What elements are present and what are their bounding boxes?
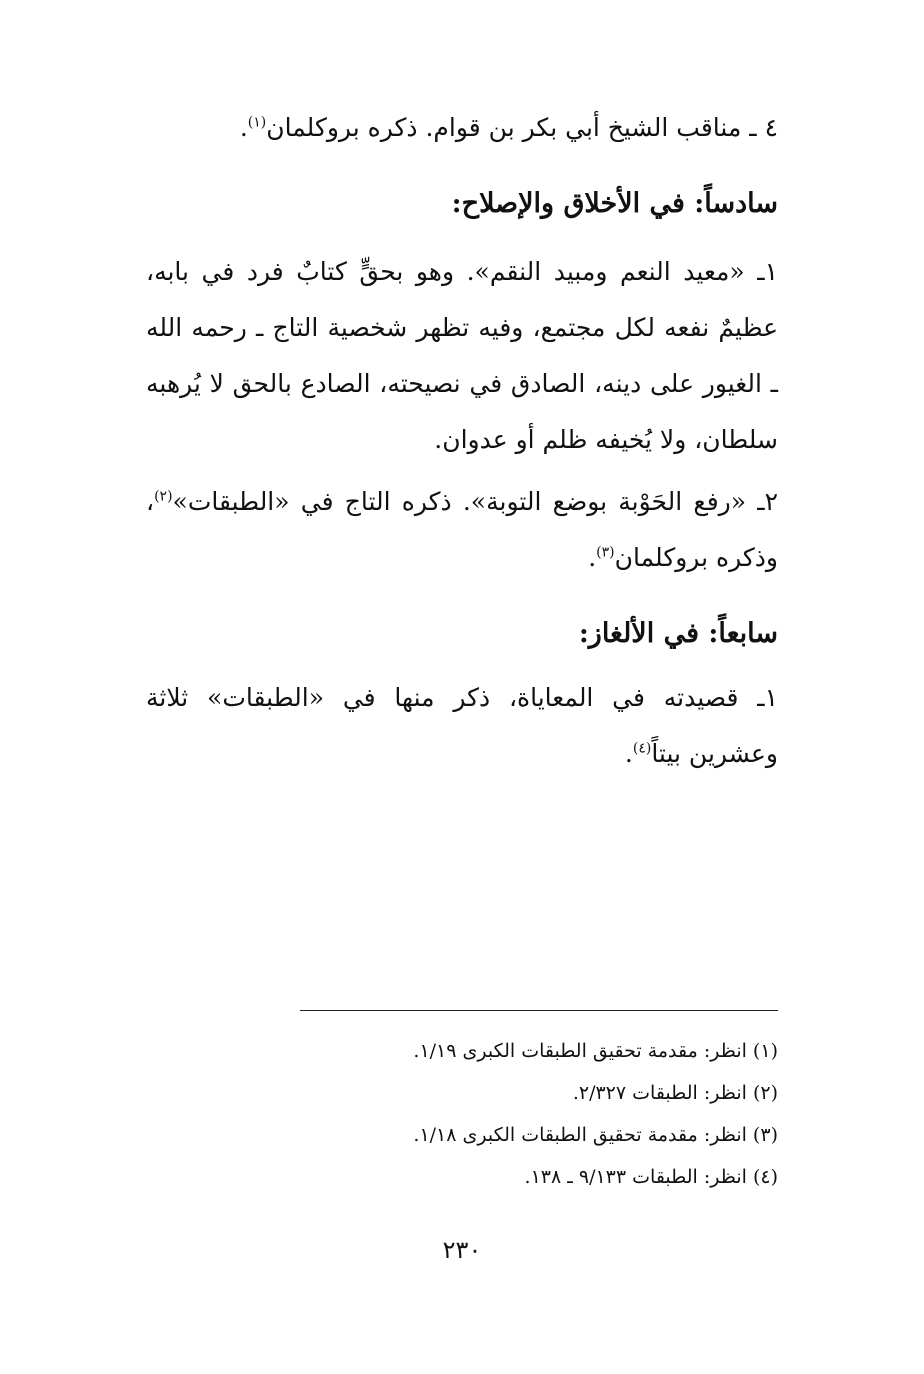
item-text-cont: ، وذكره بروكلمان	[146, 487, 778, 572]
footnote-3: (٣) انظر: مقدمة تحقيق الطبقات الكبرى ١/١٨.	[413, 1124, 778, 1146]
list-item-4	[146, 100, 778, 156]
ethics-item-1: ١ـ «معيد النعم ومبيد النقم». وهو بحقٍّ كتابٌ فرد في بابه، عظيمٌ نفعه لكل مجتمع، وفيه تظهر شخصية التاج ـ رحمه الله ـ الغيور على دينه، الصادق في نصيحته، الصادع بالحق لا يُرهبه سلطان، ولا يُخيفه ظلم أو عدوان.	[146, 257, 779, 454]
footnote-ref-2[interactable]: (٢)	[154, 488, 173, 505]
footnote-ref-3[interactable]: (٣)	[596, 544, 615, 561]
item-text: ٢ـ «رفع الحَوْبة بوضع التوبة». ذكره التاج في «الطبقات»	[172, 487, 778, 516]
section-heading-ethics: سادساً: في الأخلاق والإصلاح:	[451, 188, 778, 219]
item-text: ٤ ـ مناقب الشيخ أبي بكر بن قوام. ذكره بروكلمان	[266, 113, 778, 142]
item-end: .	[239, 113, 248, 142]
page-number: ٢٣٠	[442, 1236, 482, 1264]
footnote-ref-1[interactable]: (١)	[247, 114, 267, 131]
footnote-divider	[300, 1010, 778, 1011]
section-heading-riddles: سابعاً: في الألغاز:	[578, 618, 778, 649]
footnote-1: (١) انظر: مقدمة تحقيق الطبقات الكبرى ١/١٩.	[413, 1040, 778, 1062]
item-end: .	[624, 739, 633, 768]
footnote-4: (٤) انظر: الطبقات ٩/١٣٣ ـ ١٣٨.	[524, 1166, 778, 1188]
item-end: .	[588, 543, 597, 572]
riddles-item-1	[146, 670, 778, 782]
ethics-item-2	[146, 474, 778, 586]
footnote-2: (٢) انظر: الطبقات ٢/٣٢٧.	[572, 1082, 778, 1104]
footnote-ref-4[interactable]: (٤)	[632, 740, 652, 757]
item-text: ١ـ قصيدته في المعاياة، ذكر منها في «الطبقات» ثلاثة وعشرين بيتاً	[146, 683, 778, 768]
